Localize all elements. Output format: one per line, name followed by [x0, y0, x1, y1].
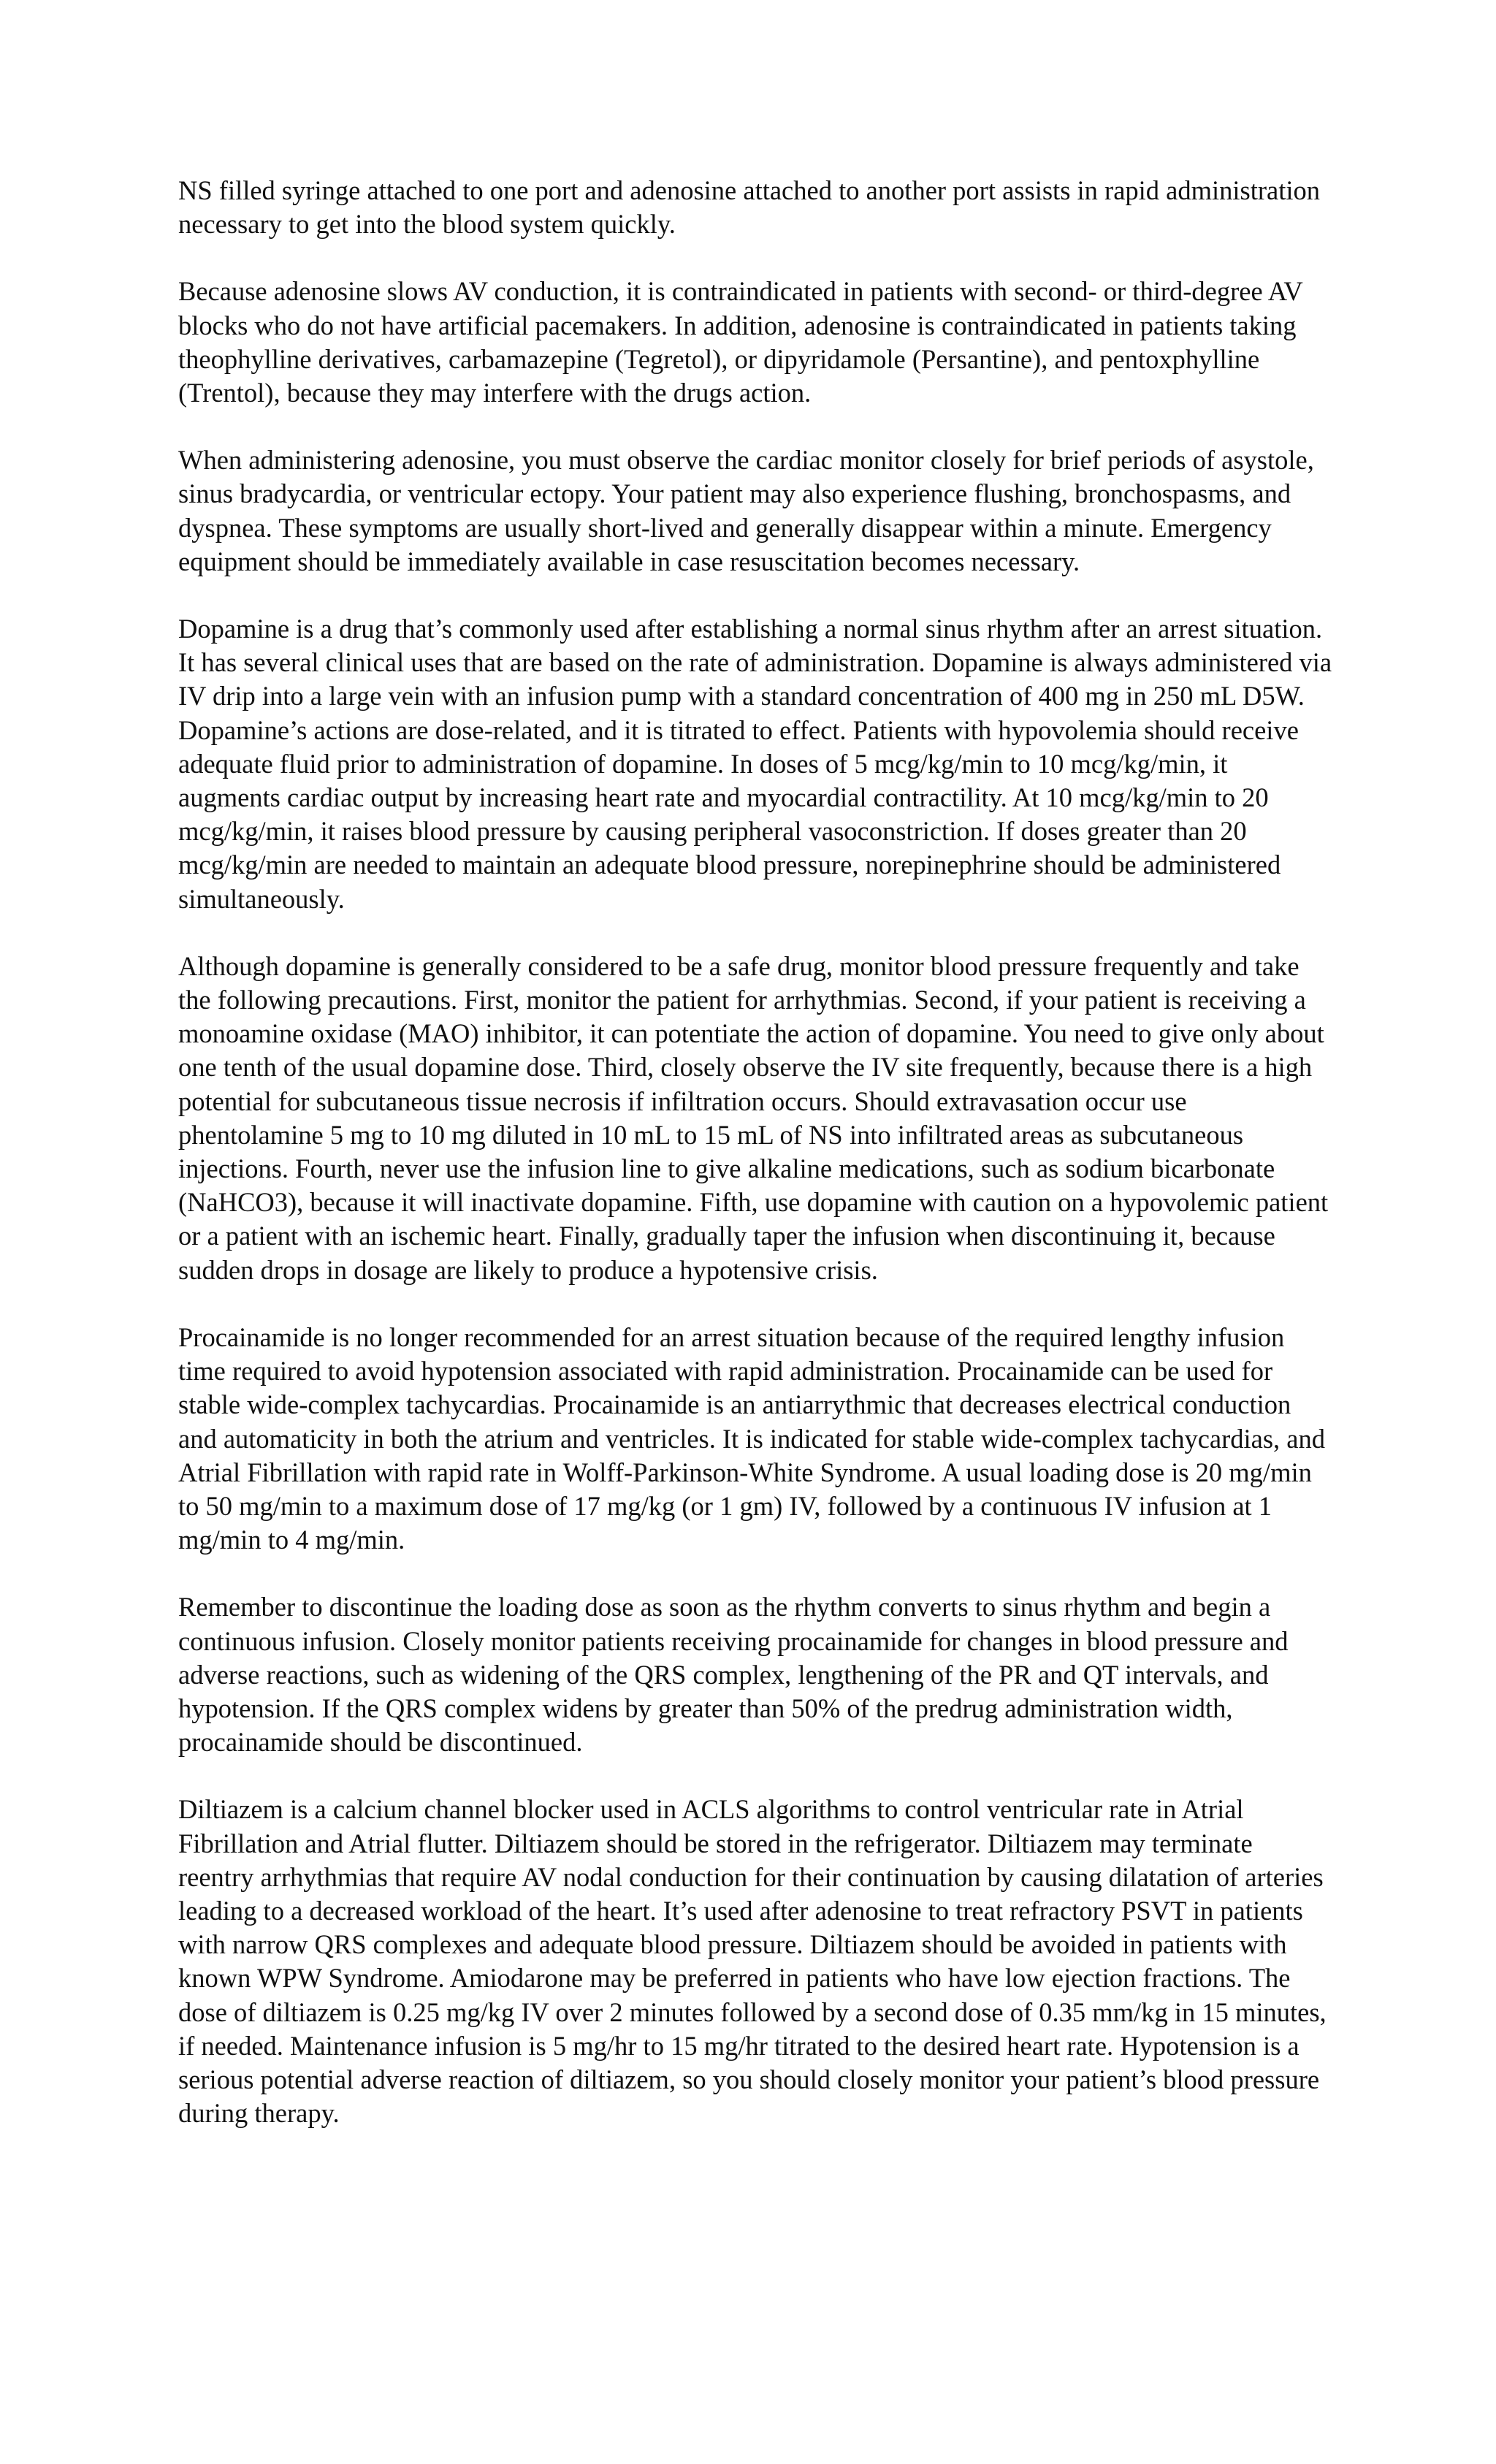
paragraph-dopamine-precautions: Although dopamine is generally considered to be a safe drug, monitor blood pressure frequently and take the following precautions. First, monitor the patient for arrhythmias. Second, if your patient is receiving a monoamine oxidase (MAO) inhibitor, it can potentiate the action of dopamine. You need to give only about one tenth of the usual dopamine dose. Third, closely observe the IV site frequently, because there is a high potential for subcutaneous tissue necrosis if infiltration occurs. Should extravasation occur use phentolamine 5 mg to 10 mg diluted in 10 mL to 15 mL of NS into infiltrated areas as subcutaneous injections. Fourth, never use the infusion line to give alkaline medications, such as sodium bicarbonate (NaHCO3), because it will inactivate dopamine. Fifth, use dopamine with caution on a hypovolemic patient or a patient with an ischemic heart. Finally, gradually taper the infusion when discontinuing it, because sudden drops in dosage are likely to produce a hypotensive crisis. [178, 950, 1329, 1285]
document-body [178, 174, 1332, 2130]
paragraph-procainamide-uses: Procainamide is no longer recommended for an arrest situation because of the required lengthy infusion time required to avoid hypotension associated with rapid administration. Procainamide can be used for stable wide-complex tachycardias. Procainamide is an antiarrythmic that decreases electrical conduction and automaticity in both the atrium and ventricles. It is indicated for stable wide-complex tachycardias, and Atrial Fibrillation with rapid rate in Wolff-Parkinson-White Syndrome. A usual loading dose is 20 mg/min to 50 mg/min to a maximum dose of 17 mg/kg (or 1 gm) IV, followed by a continuous IV infusion at 1 mg/min to 4 mg/min. [178, 1321, 1325, 1555]
paragraph-procainamide-monitoring: Remember to discontinue the loading dose as soon as the rhythm converts to sinus rhythm and begin a continuous infusion. Closely monitor patients receiving procainamide for changes in blood pressure and adverse reactions, such as widening of the QRS complex, lengthening of the PR and QT intervals, and hypotension. If the QRS complex widens by greater than 50% of the predrug administration width, procainamide should be discontinued. [178, 1592, 1289, 1758]
paragraph-dopamine-uses: Dopamine is a drug that’s commonly used after establishing a normal sinus rhythm after an arrest situation. It has several clinical uses that are based on the rate of administration. Dopamine is always administered via IV drip into a large vein with an infusion pump with a standard concentration of 400 mg in 250 mL D5W. Dopamine’s actions are dose-related, and it is titrated to effect. Patients with hypovolemia should receive adequate fluid prior to administration of dopamine. In doses of 5 mcg/kg/min to 10 mcg/kg/min, it augments cardiac output by increasing heart rate and myocardial contractility. At 10 mcg/kg/min to 20 mcg/kg/min, it raises blood pressure by causing peripheral vasoconstriction. If doses greater than 20 mcg/kg/min are needed to maintain an adequate blood pressure, norepinephrine should be administered simultaneously. [178, 614, 1332, 914]
paragraph-adenosine-contraindications: Because adenosine slows AV conduction, it is contraindicated in patients with second- or third-degree AV blocks who do not have artificial pacemakers. In addition, adenosine is contraindicated in patients taking theophylline derivatives, carbamazepine (Tegretol), or dipyridamole (Persantine), and pentoxphylline (Trentol), because they may interfere with the drugs action. [178, 276, 1303, 408]
paragraph-diltiazem: Diltiazem is a calcium channel blocker used in ACLS algorithms to control ventricular rate in Atrial Fibrillation and Atrial flutter. Diltiazem should be stored in the refrigerator. Diltiazem may terminate reentry arrhythmias that require AV nodal conduction for their continuation by causing dilatation of arteries leading to a decreased workload of the heart. It’s used after adenosine to treat refractory PSVT in patients with narrow QRS complexes and adequate blood pressure. Diltiazem should be avoided in patients with known WPW Syndrome. Amiodarone may be preferred in patients who have low ejection fractions. The dose of diltiazem is 0.25 mg/kg IV over 2 minutes followed by a second dose of 0.35 mm/kg in 15 minutes, if needed. Maintenance infusion is 5 mg/hr to 15 mg/hr titrated to the desired heart rate. Hypotension is a serious potential adverse reaction of diltiazem, so you should closely monitor your patient’s blood pressure during therapy. [178, 1794, 1327, 2129]
paragraph-adenosine-monitoring: When administering adenosine, you must observe the cardiac monitor closely for brief periods of asystole, sinus bradycardia, or ventricular ectopy. Your patient may also experience flushing, bronchospasms, and dyspnea. These symptoms are usually short-lived and generally disappear within a minute. Emergency equipment should be immediately available in case resuscitation becomes necessary. [178, 445, 1314, 576]
paragraph-adenosine-administration: NS filled syringe attached to one port and adenosine attached to another port assists in rapid administration necessary to get into the blood system quickly. [178, 175, 1321, 240]
